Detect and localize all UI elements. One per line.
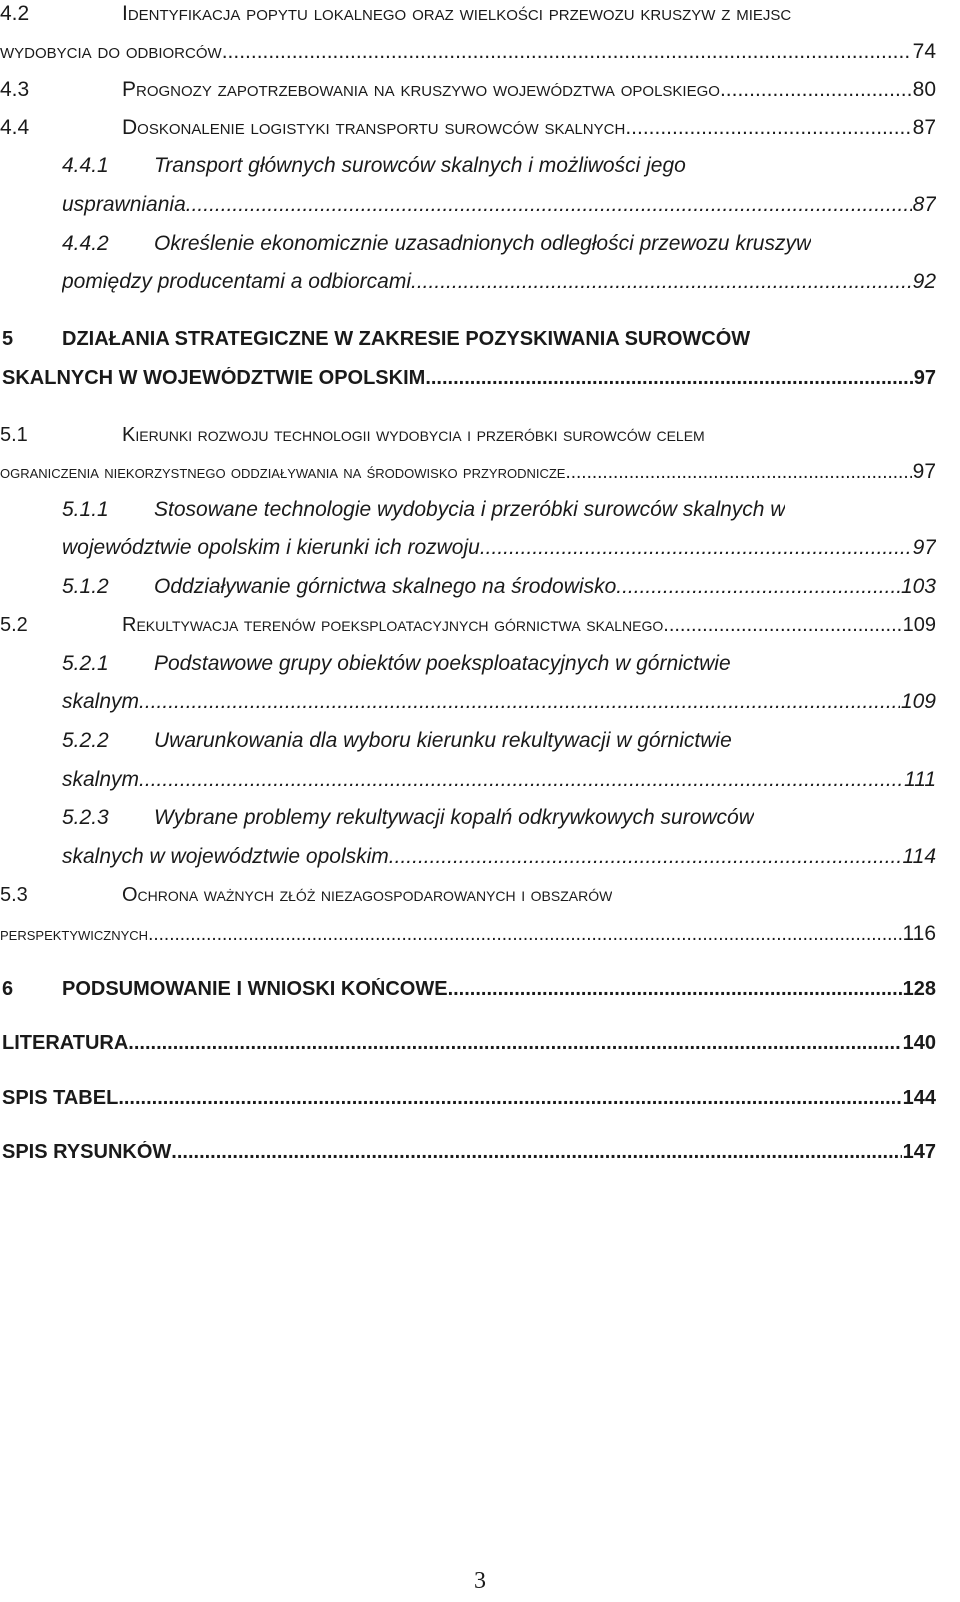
toc-page-number: 114 [902,845,936,868]
toc-leader-dots [148,924,901,946]
toc-number: 5.1.1 [62,498,109,521]
toc-title-line1: Identyfikacja popytu lokalnego oraz wielkości przewozu kruszyw z miejsc [122,2,792,25]
toc-number: 5 [2,328,14,350]
toc-page-number: 80 [912,78,936,101]
toc-title-line2: usprawniania [62,193,186,216]
toc-title: Rekultywacja terenów poeksploatacyjnych górnictwa skalnego [122,614,664,636]
toc-page-number: 111 [904,768,936,791]
toc-page-number: 97 [912,536,936,559]
toc-leader-dots [480,536,912,560]
toc-page-number: 109 [900,690,936,713]
toc-number: 5.1 [0,424,28,446]
toc-leader-dots [222,40,912,64]
toc-leader-dots [139,690,900,714]
toc-title-line1: Określenie ekonomicznie uzasadnionych odległości przewozu kruszyw [154,232,812,255]
toc-number: 4.4.2 [62,232,109,255]
toc-leader-dots [139,768,903,792]
toc-leader-dots [171,1141,901,1164]
toc-page-number: 128 [902,978,936,1000]
toc-page-number: 97 [912,460,936,483]
toc-page-number: 87 [912,116,936,139]
toc-title: Prognozy zapotrzebowania na kruszywo województwa opolskiego [122,78,720,101]
toc-leader-dots [565,462,911,484]
toc-page-number: 97 [913,367,936,389]
toc-title-line2: pomiędzy producentami a odbiorcami [62,270,412,293]
toc-number: 5.1.2 [62,575,109,598]
toc-title-line1: Uwarunkowania dla wyboru kierunku rekultywacji w górnictwie [154,729,732,752]
toc-page-number: 144 [902,1087,936,1109]
toc-title-line1: DZIAŁANIA STRATEGICZNE W ZAKRESIE POZYSKIWANIA SUROWCÓW [62,328,751,350]
toc-leader-dots [663,614,901,637]
toc-title: LITERATURA [2,1032,129,1054]
toc-title-line2: skalnym [62,690,140,713]
toc-page-number: 92 [912,270,936,293]
toc-number: 5.3 [0,884,28,906]
toc-leader-dots [616,575,900,599]
toc-number: 4.4 [0,116,30,139]
toc-title-line1: Stosowane technologie wydobycia i przeróbki surowców skalnych w [154,498,786,521]
toc-number: 4.3 [0,78,30,101]
toc-page-number: 147 [902,1141,936,1163]
toc-title: Oddziaływanie górnictwa skalnego na środowisko [154,575,617,598]
toc-page-number: 74 [912,40,936,63]
toc-page-number: 87 [912,193,936,216]
toc-leader-dots [448,978,902,1001]
toc-title: PODSUMOWANIE I WNIOSKI KOŃCOWE [62,978,448,1000]
toc-leader-dots [128,1032,901,1055]
toc-title: SPIS TABEL [2,1087,119,1109]
toc-number: 5.2 [0,614,28,636]
toc-number: 6 [2,978,14,1000]
toc-leader-dots [720,78,912,102]
toc-title-line2: perspektywicznych [0,924,149,945]
toc-page-number: 116 [902,922,936,945]
toc-leader-dots [389,845,902,869]
toc-title-line2: skalnym [62,768,140,791]
toc-title-line2: skalnych w województwie opolskim [62,845,389,868]
toc-title: SPIS RYSUNKÓW [2,1141,172,1163]
toc-title-line1: Ochrona ważnych złóż niezagospodarowanych i obszarów [122,884,613,906]
toc-leader-dots [425,367,912,390]
toc-number: 5.2.1 [62,652,109,675]
toc-leader-dots [625,116,911,140]
page-number: 3 [474,1568,486,1594]
toc-page-number: 109 [902,614,936,636]
toc-number: 5.2.3 [62,806,109,829]
toc-number: 4.2 [0,2,30,25]
toc-number: 5.2.2 [62,729,109,752]
toc-title-line2: SKALNYCH W WOJEWÓDZTWIE OPOLSKIM [2,367,426,389]
toc-leader-dots [118,1087,901,1110]
toc-leader-dots [411,270,912,294]
toc-number: 4.4.1 [62,154,109,177]
toc-title-line2: ograniczenia niekorzystnego oddziaływania na środowisko przyrodnicze [0,462,566,483]
toc-title-line1: Kierunki rozwoju technologii wydobycia i przeróbki surowców celem [122,424,705,446]
toc-title-line1: Transport głównych surowców skalnych i możliwości jego [154,154,686,177]
toc-page-number: 140 [902,1032,936,1054]
toc-title-line2: województwie opolskim i kierunki ich rozwoju [62,536,480,559]
toc-title: Doskonalenie logistyki transportu surowców skalnych [122,116,626,139]
toc-title-line1: Podstawowe grupy obiektów poeksploatacyjnych w górnictwie [154,652,731,675]
toc-page-number: 103 [900,575,936,598]
toc-title-line2: wydobycia do odbiorców [0,40,222,63]
toc-title-line1: Wybrane problemy rekultywacji kopalń odkrywkowych surowców [154,806,754,829]
toc-leader-dots [186,193,912,217]
